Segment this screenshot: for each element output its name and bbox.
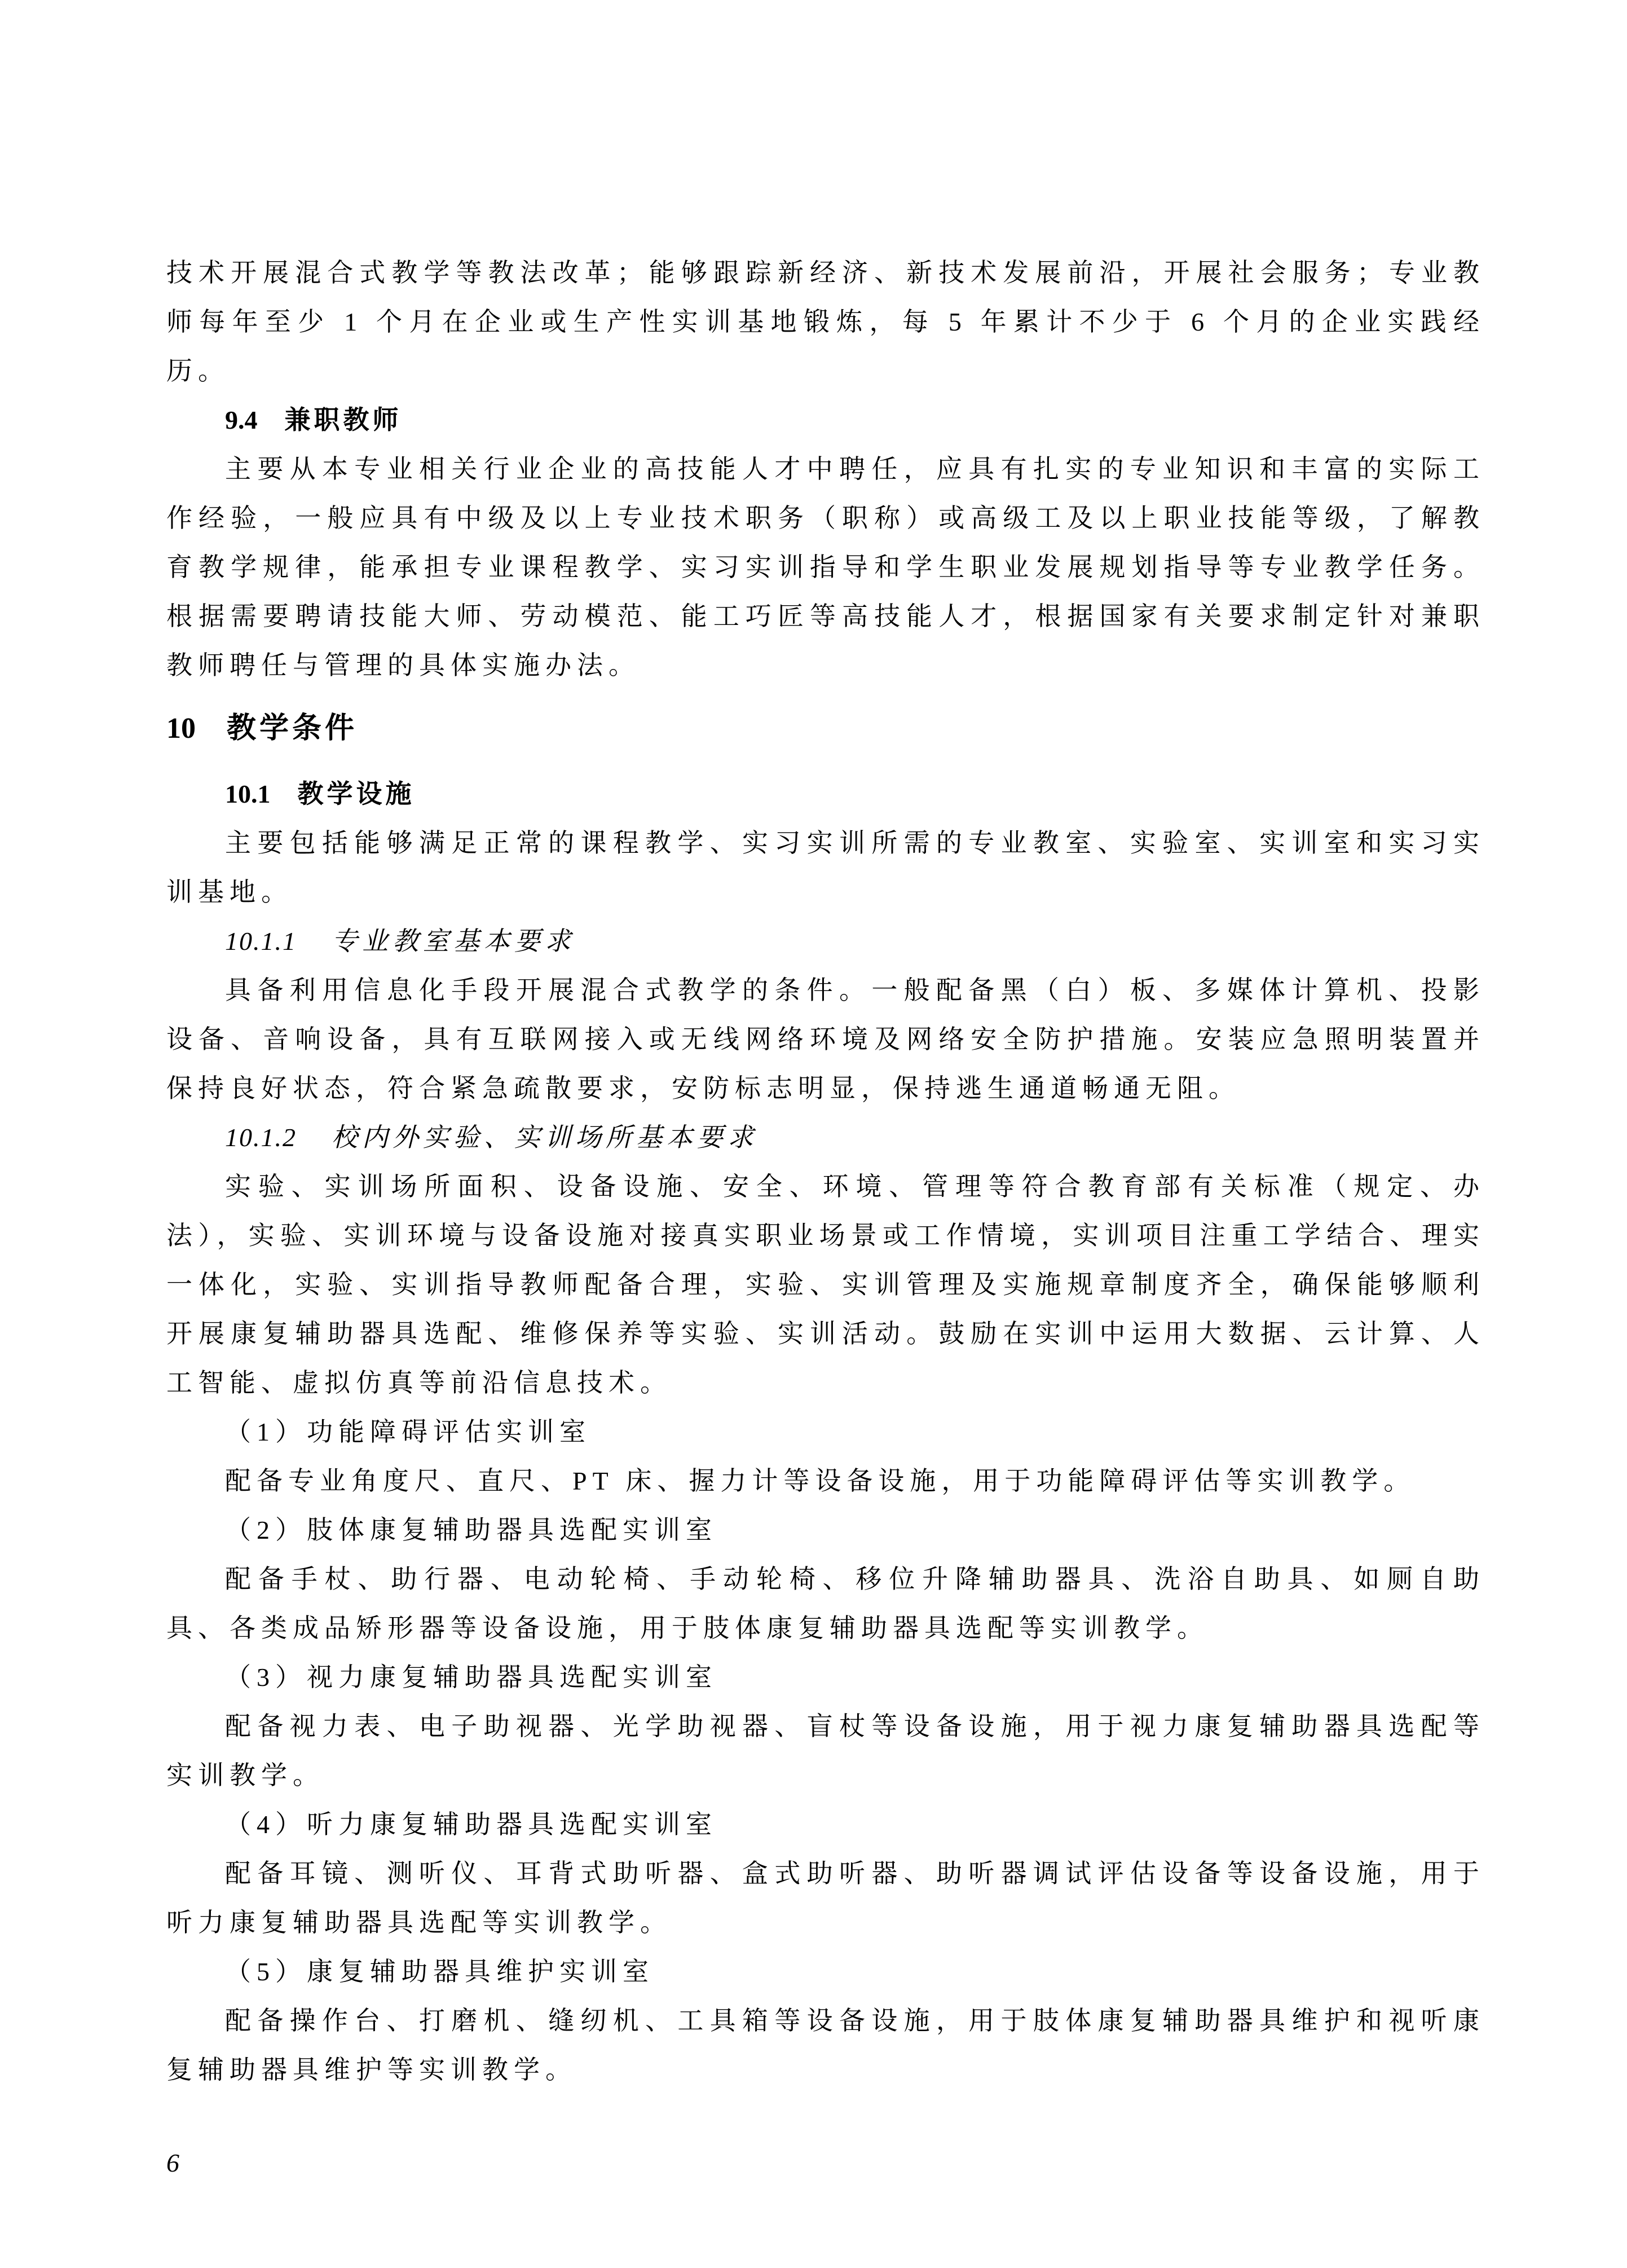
heading-9-4-title: 兼职教师 bbox=[284, 405, 402, 434]
heading-9-4 bbox=[166, 395, 1485, 444]
training-room-2-body: 配备手杖、助行器、电动轮椅、手动轮椅、移位升降辅助器具、洗浴自助具、如厕自助具、各类成品矫形器等设备设施，用于肢体康复辅助器具选配等实训教学。 bbox=[166, 1565, 1485, 1642]
heading-10-1-2-title: 校内外实验、实训场所基本要求 bbox=[332, 1123, 758, 1152]
paragraph-10-1-body: 主要包括能够满足正常的课程教学、实习实训所需的专业教室、实验室、实训室和实习实训基地。 bbox=[166, 829, 1485, 906]
training-room-4-title: （4）听力康复辅助器具选配实训室 bbox=[225, 1810, 717, 1839]
training-room-2-title: （2）肢体康复辅助器具选配实训室 bbox=[225, 1516, 717, 1544]
training-room-5-title: （5）康复辅助器具维护实训室 bbox=[225, 1957, 654, 1986]
heading-10-1-2-number: 10.1.2 bbox=[225, 1123, 297, 1152]
training-room-1-body: 配备专业角度尺、直尺、PT 床、握力计等设备设施，用于功能障碍评估等实训教学。 bbox=[225, 1467, 1416, 1495]
heading-9-4-number: 9.4 bbox=[225, 406, 258, 434]
training-room-4-body: 配备耳镜、测听仪、耳背式助听器、盒式助听器、助听器调试评估设备等设备设施，用于听力康复辅助器具选配等实训教学。 bbox=[166, 1859, 1485, 1937]
paragraph-continued: 技术开展混合式教学等教法改革；能够跟踪新经济、新技术发展前沿，开展社会服务；专业教师每年至少 1 个月在企业或生产性实训基地锻炼，每 5 年累计不少于 6 个月的企业实践经历。 bbox=[166, 258, 1485, 385]
heading-10-1-1-number: 10.1.1 bbox=[225, 927, 297, 955]
paragraph-10-1-1-body: 具备利用信息化手段开展混合式教学的条件。一般配备黑（白）板、多媒体计算机、投影设备、音响设备，具有互联网接入或无线网络环境及网络安全防护措施。安装应急照明装置并保持良好状态，符合紧急疏散要求，安防标志明显，保持逃生通道畅通无阻。 bbox=[166, 976, 1485, 1103]
training-room-1-title: （1）功能障碍评估实训室 bbox=[225, 1417, 591, 1446]
heading-10 bbox=[166, 700, 1485, 757]
heading-10-number: 10 bbox=[166, 712, 196, 745]
heading-10-1 bbox=[166, 769, 1485, 818]
paragraph-9-4-body: 主要从本专业相关行业企业的高技能人才中聘任，应具有扎实的专业知识和丰富的实际工作经验，一般应具有中级及以上专业技术职务（职称）或高级工及以上职业技能等级，了解教育教学规律，能承担专业课程教学、实习实训指导和学生职业发展规划指导等专业教学任务。根据需要聘请技能大师、劳动模范、能工巧匠等高技能人才，根据国家有关要求制定针对兼职教师聘任与管理的具体实施办法。 bbox=[166, 455, 1485, 680]
heading-10-title: 教学条件 bbox=[227, 712, 358, 745]
page-number: 6 bbox=[166, 2148, 179, 2177]
heading-10-1-1-title: 专业教室基本要求 bbox=[332, 927, 575, 955]
training-room-3-title: （3）视力康复辅助器具选配实训室 bbox=[225, 1663, 717, 1692]
heading-10-1-2 bbox=[166, 1113, 1485, 1162]
training-room-5-body: 配备操作台、打磨机、缝纫机、工具箱等设备设施，用于肢体康复辅助器具维护和视听康复辅助器具维护等实训教学。 bbox=[166, 2006, 1485, 2084]
paragraph-10-1-2-body: 实验、实训场所面积、设备设施、安全、环境、管理等符合教育部有关标准（规定、办法），实验、实训环境与设备设施对接真实职业场景或工作情境，实训项目注重工学结合、理实一体化，实验、实训指导教师配备合理，实验、实训管理及实施规章制度齐全，确保能够顺利开展康复辅助器具选配、维修保养等实验、实训活动。鼓励在实训中运用大数据、云计算、人工智能、虚拟仿真等前沿信息技术。 bbox=[166, 1172, 1485, 1397]
heading-10-1-1 bbox=[166, 917, 1485, 966]
heading-10-1-number: 10.1 bbox=[225, 780, 271, 808]
training-room-3-body: 配备视力表、电子助视器、光学助视器、盲杖等设备设施，用于视力康复辅助器具选配等实训教学。 bbox=[166, 1712, 1485, 1790]
heading-10-1-title: 教学设施 bbox=[297, 779, 415, 808]
